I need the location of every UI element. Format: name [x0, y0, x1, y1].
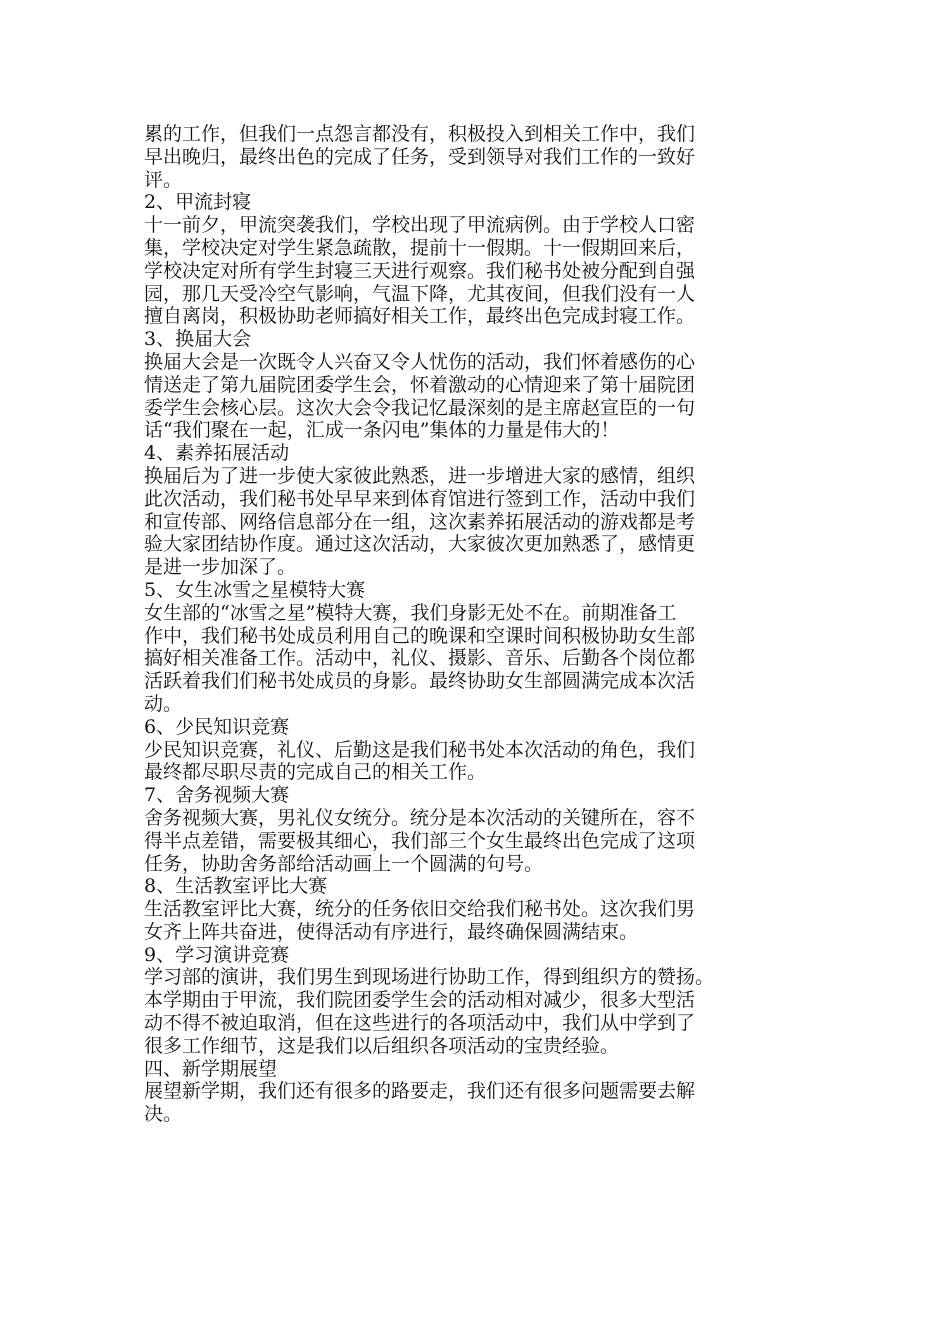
text-line: 5、女生冰雪之星模特大赛: [144, 578, 366, 601]
text-line: 累的工作，但我们一点怨言都没有，积极投入到相关工作中，我们: [144, 123, 696, 145]
text-line: 动。: [144, 692, 183, 715]
text-line: 得半点差错，需要极其细心，我们部三个女生最终出色完成了这项: [144, 829, 696, 852]
text-line: 2、甲流封寝: [144, 191, 252, 214]
text-line: 女齐上阵共奋进，使得活动有序进行，最终确保圆满结束。: [144, 920, 639, 943]
text-line: 擅自离岗，积极协助老师搞好相关工作，最终出色完成封寝工作。: [144, 305, 696, 328]
text-line: 园，那几天受冷空气影响，气温下降，尤其夜间，但我们没有一人: [144, 282, 696, 305]
text-line: 6、少民知识竞赛: [144, 715, 290, 738]
text-line: 生活教室评比大赛，统分的任务依旧交给我们秘书处。这次我们男: [144, 898, 696, 921]
text-line: 本学期由于甲流，我们院团委学生会的活动相对减少，很多大型活: [144, 989, 696, 1012]
text-line: 8、生活教室评比大赛: [144, 875, 328, 898]
text-line: 情送走了第九届院团委学生会，怀着激动的心情迎来了第十届院团: [144, 373, 696, 396]
text-line: 最终都尽职尽责的完成自己的相关工作。: [144, 761, 487, 784]
text-line: 集，学校决定对学生紧急疏散，提前十一假期。十一假期回来后，: [144, 236, 696, 259]
text-line: 舍务视频大赛，男礼仪女统分。统分是本次活动的关键所在，容不: [144, 806, 696, 829]
text-line: 评。: [144, 168, 183, 191]
text-line: 3、换届大会: [144, 328, 252, 351]
text-line: 委学生会核心层。这次大会令我记忆最深刻的是主席赵宣臣的一句: [144, 396, 696, 419]
text-line: 4、素养拓展活动: [144, 442, 290, 465]
text-line: 话“我们聚在一起，汇成一条闪电”集体的力量是伟大的！: [144, 419, 620, 442]
text-line: 展望新学期，我们还有很多的路要走，我们还有很多问题需要去解: [144, 1080, 696, 1103]
text-line: 搞好相关准备工作。活动中，礼仪、摄影、音乐、后勤各个岗位都: [144, 647, 696, 670]
text-line: 任务，协助舍务部给活动画上一个圆满的句号。: [144, 852, 544, 875]
text-line: 决。: [144, 1103, 183, 1126]
text-line: 女生部的“冰雪之星”模特大赛，我们身影无处不在。前期准备工: [144, 601, 677, 624]
text-line: 7、舍务视频大赛: [144, 784, 290, 807]
document-body: [144, 123, 814, 1126]
text-line: 四、新学期展望: [144, 1057, 278, 1080]
text-line: 很多工作细节，这是我们以后组织各项活动的宝贵经验。: [144, 1034, 620, 1057]
text-line: 是进一步加深了。: [144, 556, 297, 579]
text-line: 换届大会是一次既令人兴奋又令人忧伤的活动，我们怀着感伤的心: [144, 350, 696, 373]
text-line: 少民知识竞赛，礼仪、后勤这是我们秘书处本次活动的角色，我们: [144, 738, 696, 761]
text-line: 早出晚归，最终出色的完成了任务，受到领导对我们工作的一致好: [144, 145, 696, 168]
text-line: 作中，我们秘书处成员利用自己的晚课和空课时间积极协助女生部: [144, 624, 696, 647]
text-line: 和宣传部、网络信息部分在一组，这次素养拓展活动的游戏都是考: [144, 510, 696, 533]
text-line: 学习部的演讲，我们男生到现场进行协助工作，得到组织方的赞扬。: [144, 966, 715, 989]
text-line: 9、学习演讲竞赛: [144, 943, 290, 966]
text-line: 学校决定对所有学生封寝三天进行观察。我们秘书处被分配到自强: [144, 259, 696, 282]
text-line: 此次活动，我们秘书处早早来到体育馆进行签到工作，活动中我们: [144, 487, 696, 510]
text-line: 换届后为了进一步使大家彼此熟悉，进一步增进大家的感情，组织: [144, 464, 696, 487]
text-line: 十一前夕，甲流突袭我们，学校出现了甲流病例。由于学校人口密: [144, 214, 696, 237]
text-line: 动不得不被迫取消，但在这些进行的各项活动中，我们从中学到了: [144, 1012, 696, 1035]
text-line: 验大家团结协作度。通过这次活动，大家彼次更加熟悉了，感情更: [144, 533, 696, 556]
text-line: 活跃着我们们秘书处成员的身影。最终协助女生部圆满完成本次活: [144, 670, 696, 693]
